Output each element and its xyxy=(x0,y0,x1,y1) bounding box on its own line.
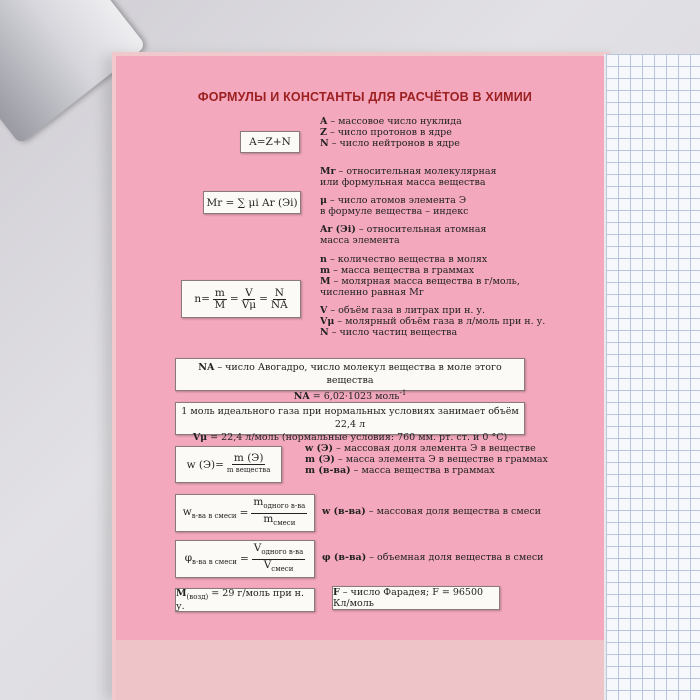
fraction xyxy=(271,288,288,311)
fraction-num: $m_{одного в-ва}$ xyxy=(251,497,307,513)
desc-line: A – массовое число нуклида xyxy=(320,116,462,127)
cover-bottom-strip xyxy=(116,640,606,700)
fraction xyxy=(227,453,271,476)
formula-box-mass-fraction xyxy=(175,446,282,483)
formula-text xyxy=(176,447,281,482)
fraction-num: $V_{одного в-ва}$ xyxy=(252,543,306,559)
desc-mixture-mass-fraction: w (в-ва) – массовая доля вещества в смеси xyxy=(322,506,542,517)
fraction-den: Vμ xyxy=(241,298,257,311)
desc-nuclide xyxy=(320,116,590,149)
desc-line: V – объём газа в литрах при н. у. xyxy=(320,305,486,316)
fraction-num: m xyxy=(214,286,225,299)
desc-line: Ar (Эi) – относительная атомная xyxy=(320,224,487,235)
formula-text xyxy=(182,281,300,317)
desc-line: Z – число протонов в ядре xyxy=(320,127,452,138)
formula-box-molar-mass xyxy=(203,191,301,214)
formula-box-ideal-gas xyxy=(175,402,525,443)
grid-paper-page xyxy=(604,54,700,700)
formula-box-nuclide xyxy=(240,131,300,153)
fraction xyxy=(213,288,227,311)
faraday-constant: F – число Фарадея; F = 96500 Кл/моль xyxy=(333,587,484,609)
desc-moles xyxy=(320,254,600,338)
equals-sign: = xyxy=(229,293,239,305)
desc-line: μ – число атомов элемента Э xyxy=(320,195,467,206)
desc-volume-fraction: φ (в-ва) – объемная доля вещества в смеси xyxy=(322,552,544,563)
fraction-den: $V_{смеси}$ xyxy=(263,558,294,573)
fraction-den: $m_{смеси}$ xyxy=(263,512,296,527)
fraction-num: V xyxy=(245,286,253,299)
desc-mass-fraction xyxy=(305,443,595,476)
desc-line: N – число нейтронов в ядре xyxy=(320,138,460,149)
formula-lhs: n= xyxy=(194,293,210,305)
formula-box-moles xyxy=(181,280,301,318)
formula-box-faraday xyxy=(332,586,500,610)
equals-sign: = xyxy=(239,507,249,519)
air-molar-mass: $M_{(возд)} = 29$ г/моль при н. у. xyxy=(176,588,305,612)
page-title: ФОРМУЛЫ И КОНСТАНТЫ ДЛЯ РАСЧЁТОВ В ХИМИИ xyxy=(197,90,533,104)
formula-box-air-molar-mass xyxy=(175,588,315,612)
formula-text xyxy=(176,589,314,611)
formula-text xyxy=(176,541,314,577)
fraction-den: NA xyxy=(270,298,288,311)
formula-text: Mr = ∑ μi Ar (Эi) xyxy=(206,196,298,209)
avogadro-line: NA – число Авогадро, число молекул вещества в моле этого вещества xyxy=(198,362,502,386)
fraction-num: N xyxy=(274,286,284,299)
formula-text xyxy=(176,495,314,531)
desc-line: или формульная масса вещества xyxy=(320,177,486,188)
desc-line: n – количество вещества в молях xyxy=(320,254,488,265)
formula-box-volume-fraction xyxy=(175,540,315,578)
avogadro-value: NA = 6,02·1023 моль$^{-1}$ xyxy=(293,389,407,403)
fraction-num: m (Э) xyxy=(233,452,264,464)
ideal-gas-line: 1 моль идеального газа при нормальных условиях занимает объём 22,4 л xyxy=(181,406,519,430)
fraction xyxy=(242,288,256,311)
desc-line: m – масса вещества в граммах xyxy=(320,265,475,276)
desc-line: m (в-ва) – масса вещества в граммах xyxy=(305,465,495,476)
formula-box-avogadro xyxy=(175,358,525,403)
fraction xyxy=(252,543,306,574)
formula-lhs: $w_{в-ва в смеси}$ xyxy=(182,505,237,521)
fraction-den: m вещества xyxy=(226,466,271,474)
fraction-den: M xyxy=(214,298,226,311)
desc-line: m (Э) – масса элемента Э в веществе в граммах xyxy=(305,454,548,465)
formula-text: A=Z+N xyxy=(249,136,291,148)
molar-volume-line: Vμ = 22,4 л/моль (нормальные условия: 760 мм. рт. ст. и 0 °С) xyxy=(192,432,508,443)
fraction xyxy=(251,497,307,528)
desc-line: w (Э) – массовая доля элемента Э в веществе xyxy=(305,443,536,454)
equals-sign: = xyxy=(239,553,249,565)
formula-text xyxy=(333,587,499,609)
desc-line: Vμ – молярный объём газа в л/моль при н. у. xyxy=(320,316,546,327)
desc-line: в формуле вещества – индекс xyxy=(320,206,469,217)
desc-line: Mr – относительная молекулярная xyxy=(320,166,497,177)
desc-line: численно равная Mr xyxy=(320,287,424,298)
formula-box-mixture-mass-fraction xyxy=(175,494,315,532)
desc-line: масса элемента xyxy=(320,235,400,246)
formula-lhs: w (Э)= xyxy=(186,458,224,471)
equals-sign: = xyxy=(259,293,268,305)
desc-line: N – число частиц вещества xyxy=(320,327,458,338)
desc-molar-mass xyxy=(320,166,590,246)
desc-line: M – молярная масса вещества в г/моль, xyxy=(320,276,520,287)
formula-lhs: $\varphi_{в-ва в смеси}$ xyxy=(184,551,237,567)
